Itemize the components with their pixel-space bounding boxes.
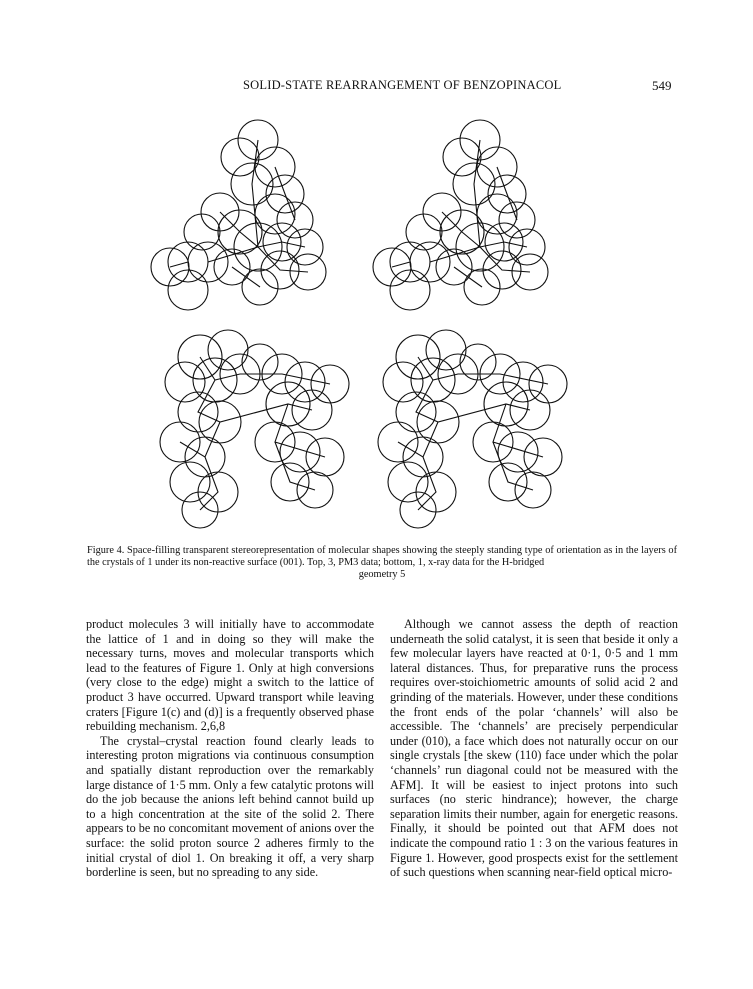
paragraph: product molecules 3 will initially have to accommodate the lattice of 1 and in doing so they will make the necessary turns, moves and molecular transports which lead to the features of Figure 1. Only at high conversions (very close to the edge) might a switch to the lattice of product 3 have occurred. Upward transport while leaving craters [Figure 1(c) and (d)] is a frequently observed phase rebuilding mechanism. 2,6,8 xyxy=(86,617,374,734)
top-right-molecule xyxy=(373,120,548,310)
bottom-left-molecule xyxy=(160,330,349,528)
caption-last-line: geometry 5 xyxy=(358,569,406,580)
paragraph: Although we cannot assess the depth of reaction underneath the solid catalyst, it is seen that beside it only a few molecular layers have reacted at 0·1, 0·5 and 1 mm lateral distances. Thus, for preparative runs the process requires over-stoichiometric amounts of solid acid 2 and grinding of the materials. However, under these conditions the front ends of the polar ‘channels’ will also be accessible. The ‘channels’ are precisely perpendicular under (010), a face which does not naturally occur on our single crystals [the skew (110) face under which the polar ‘channels’ run diagonal could not be measured with the AFM]. It will be easiest to inject protons into such surfaces (no steric hindrance); however, the charge separation limits their number, again for energetic reasons. Finally, it should be pointed out that AFM does not indicate the compound ratio 1 : 3 on the various features in Figure 1. However, good prospects exist for the settlement of such questions when scanning near-field optical micro- xyxy=(390,617,678,880)
stereo-molecule-figure xyxy=(140,112,610,542)
paragraph: The crystal–crystal reaction found clearly leads to interesting proton migrations via continuous consumption and spatially distant reproduction over the remarkably large distance of 1·5 mm. Only a few catalytic protons will do the job because the anions left behind cannot build up to a high concentration at the site of the solid 2. There appears to be no concomitant movement of anions over the surface: the solid proton source 2 adheres firmly to the initial crystal of diol 1. On breaking it off, a very sharp borderline is seen, but no spreading to any side. xyxy=(86,733,375,880)
running-title: SOLID-STATE REARRANGEMENT OF BENZOPINACOL xyxy=(243,78,562,92)
left-column xyxy=(86,617,374,880)
page-number: 549 xyxy=(652,78,672,93)
bottom-right-molecule xyxy=(378,330,567,528)
molecule-drawing xyxy=(140,112,610,542)
page-header xyxy=(0,78,753,94)
right-column xyxy=(390,617,678,880)
top-left-molecule xyxy=(151,120,326,310)
figure-caption xyxy=(87,545,677,581)
caption-text: Figure 4. Space-filling transparent stereorepresentation of molecular shapes showing the steeply standing type of orientation as in the layers of the crystals of 1 under its non-reactive surface (001). Top, 3, PM3 data; bottom, 1, x-ray data for the H-bridged xyxy=(87,545,677,568)
